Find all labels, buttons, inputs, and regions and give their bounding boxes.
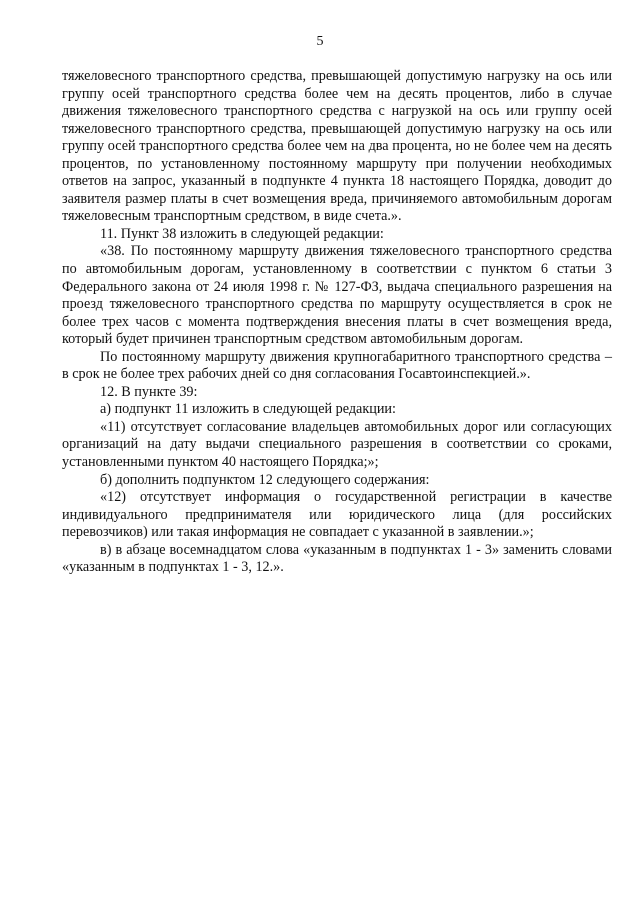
paragraph-subpoint-12: «12) отсутствует информация о государственной регистрации в качестве индивидуального предпринимателя или юридического лица (для российских перевозчиков) или такая информация не совпадает с указанной в заявлении.»; [62, 489, 612, 541]
paragraph-item-11: 11. Пункт 38 изложить в следующей редакции: [100, 225, 384, 242]
paragraph-subitem-b: б) дополнить подпунктом 12 следующего содержания: [100, 471, 430, 488]
document-body [62, 68, 612, 577]
paragraph-continuation: тяжеловесного транспортного средства, превышающей допустимую нагрузку на ось или группу осей транспортного средства более чем на десять процентов, либо в случае движения тяжеловесного транспортного средства с нагрузкой на ось или группу осей тяжеловесного транспортного средства, превышающей допустимую нагрузку на ось или группу осей транспортного средства более чем на два процента, но не более чем на десять процентов, по установленному постоянному маршруту при получении необходимых ответов на запрос, указанный в подпункте 4 пункта 18 настоящего Порядка, доводит до заявителя размер платы в счет возмещения вреда, причиняемого автомобильным дорогам тяжеловесным транспортным средством, в виде счета.». [62, 68, 612, 225]
paragraph-item-12: 12. В пункте 39: [100, 383, 198, 400]
page-number: 5 [316, 34, 324, 49]
paragraph-oversized-vehicle: По постоянному маршруту движения крупногабаритного транспортного средства – в срок не более трех рабочих дней со дня согласования Госавтоинспекцией.». [62, 348, 612, 383]
paragraph-point-38: «38. По постоянному маршруту движения тяжеловесного транспортного средства по автомобильным дорогам, установленному в соответствии с пунктом 6 статьи 3 Федерального закона от 24 июля 1998 г. № 127-ФЗ, выдача специального разрешения на проезд тяжеловесного транспортного средства по маршруту осуществляется в срок не более трех часов с момента подтверждения внесения платы в счет возмещения вреда, который будет причинен транспортным средством автомобильным дорогам. [62, 243, 612, 348]
paragraph-subpoint-11: «11) отсутствует согласование владельцев автомобильных дорог или согласующих организаций на дату выдачи специального разрешения в соответствии со сроками, установленными пунктом 40 настоящего Порядка;»; [62, 418, 612, 471]
paragraph-subitem-a: а) подпункт 11 изложить в следующей редакции: [100, 401, 396, 418]
paragraph-subitem-v: в) в абзаце восемнадцатом слова «указанным в подпунктах 1 - 3» заменить словами «указанным в подпунктах 1 - 3, 12.». [62, 541, 612, 576]
